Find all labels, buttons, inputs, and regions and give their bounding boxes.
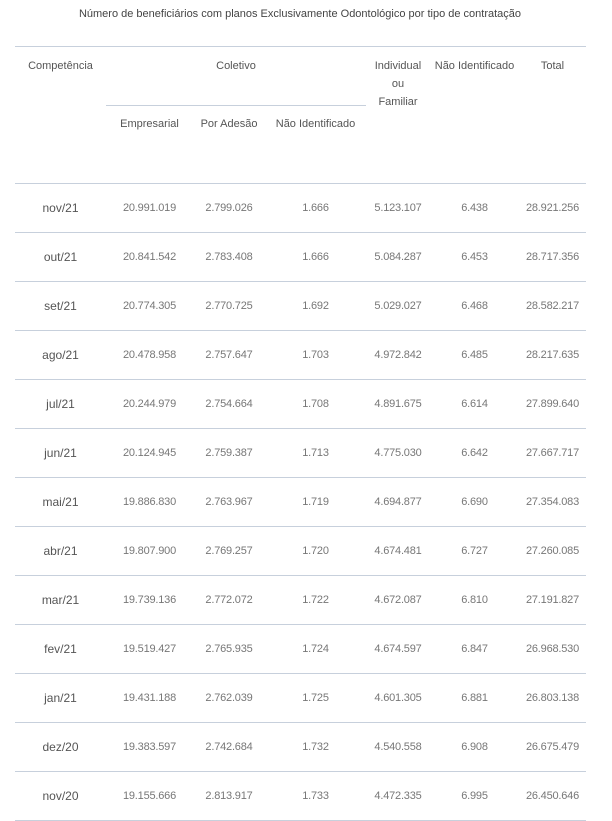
- cell-nao-identificado-coletivo: 1.703: [265, 331, 366, 380]
- cell-individual-familiar: 4.540.558: [366, 723, 430, 772]
- cell-total: 26.675.479: [519, 723, 586, 772]
- table-row: [15, 184, 586, 233]
- cell-empresarial: 19.155.666: [106, 772, 193, 821]
- cell-competencia: nov/20: [15, 772, 106, 821]
- cell-por-adesao: 2.765.935: [193, 625, 265, 674]
- header-competencia: Competência: [15, 47, 106, 184]
- table-row: [15, 723, 586, 772]
- cell-competencia: out/21: [15, 233, 106, 282]
- cell-nao-identificado-coletivo: 1.733: [265, 772, 366, 821]
- cell-individual-familiar: 5.123.107: [366, 184, 430, 233]
- header-coletivo: Coletivo: [106, 47, 366, 106]
- cell-nao-identificado-coletivo: 1.719: [265, 478, 366, 527]
- cell-individual-familiar: 4.672.087: [366, 576, 430, 625]
- cell-nao-identificado: 6.690: [430, 478, 519, 527]
- cell-empresarial: 19.807.900: [106, 527, 193, 576]
- cell-por-adesao: 2.799.026: [193, 184, 265, 233]
- cell-total: 26.803.138: [519, 674, 586, 723]
- cell-nao-identificado-coletivo: 1.713: [265, 429, 366, 478]
- cell-competencia: jun/21: [15, 429, 106, 478]
- cell-nao-identificado: 6.453: [430, 233, 519, 282]
- cell-total: 28.582.217: [519, 282, 586, 331]
- header-individual-line1: Individual: [374, 60, 422, 72]
- cell-individual-familiar: 5.029.027: [366, 282, 430, 331]
- cell-individual-familiar: 4.775.030: [366, 429, 430, 478]
- cell-individual-familiar: 4.472.335: [366, 772, 430, 821]
- table-row: [15, 429, 586, 478]
- cell-total: 27.667.717: [519, 429, 586, 478]
- cell-competencia: nov/21: [15, 184, 106, 233]
- cell-por-adesao: 2.754.664: [193, 380, 265, 429]
- header-empresarial: Empresarial: [106, 106, 193, 184]
- cell-por-adesao: 2.770.725: [193, 282, 265, 331]
- cell-competencia: set/21: [15, 282, 106, 331]
- header-por-adesao: Por Adesão: [193, 106, 265, 184]
- cell-empresarial: 20.124.945: [106, 429, 193, 478]
- cell-competencia: fev/21: [15, 625, 106, 674]
- header-individual-familiar: [366, 47, 430, 184]
- header-individual-line2: ou: [391, 78, 405, 90]
- cell-competencia: mar/21: [15, 576, 106, 625]
- cell-nao-identificado-coletivo: 1.720: [265, 527, 366, 576]
- cell-total: 27.354.083: [519, 478, 586, 527]
- cell-total: 26.450.646: [519, 772, 586, 821]
- table-body: [15, 184, 586, 821]
- cell-por-adesao: 2.762.039: [193, 674, 265, 723]
- cell-nao-identificado: 6.995: [430, 772, 519, 821]
- cell-nao-identificado-coletivo: 1.732: [265, 723, 366, 772]
- header-total: Total: [519, 47, 586, 184]
- cell-por-adesao: 2.772.072: [193, 576, 265, 625]
- cell-nao-identificado-coletivo: 1.666: [265, 233, 366, 282]
- cell-nao-identificado: 6.642: [430, 429, 519, 478]
- cell-nao-identificado: 6.881: [430, 674, 519, 723]
- table-row: [15, 380, 586, 429]
- cell-nao-identificado-coletivo: 1.708: [265, 380, 366, 429]
- table-title: Número de beneficiários com planos Exclusivamente Odontológico por tipo de contratação: [78, 8, 522, 20]
- cell-individual-familiar: 4.694.877: [366, 478, 430, 527]
- cell-por-adesao: 2.783.408: [193, 233, 265, 282]
- table-row: [15, 478, 586, 527]
- cell-empresarial: 20.991.019: [106, 184, 193, 233]
- cell-nao-identificado-coletivo: 1.725: [265, 674, 366, 723]
- header-individual-line3: Familiar: [378, 96, 418, 108]
- cell-empresarial: 20.244.979: [106, 380, 193, 429]
- cell-empresarial: 19.519.427: [106, 625, 193, 674]
- cell-total: 26.968.530: [519, 625, 586, 674]
- cell-nao-identificado: 6.908: [430, 723, 519, 772]
- cell-nao-identificado: 6.847: [430, 625, 519, 674]
- cell-empresarial: 19.886.830: [106, 478, 193, 527]
- cell-individual-familiar: 4.674.597: [366, 625, 430, 674]
- cell-empresarial: 19.431.188: [106, 674, 193, 723]
- cell-total: 28.921.256: [519, 184, 586, 233]
- cell-total: 28.217.635: [519, 331, 586, 380]
- cell-empresarial: 19.739.136: [106, 576, 193, 625]
- cell-nao-identificado: 6.810: [430, 576, 519, 625]
- cell-individual-familiar: 4.972.842: [366, 331, 430, 380]
- cell-competencia: jan/21: [15, 674, 106, 723]
- cell-individual-familiar: 4.891.675: [366, 380, 430, 429]
- table-row: [15, 576, 586, 625]
- cell-por-adesao: 2.769.257: [193, 527, 265, 576]
- cell-nao-identificado: 6.614: [430, 380, 519, 429]
- cell-competencia: abr/21: [15, 527, 106, 576]
- cell-nao-identificado-coletivo: 1.722: [265, 576, 366, 625]
- cell-por-adesao: 2.757.647: [193, 331, 265, 380]
- cell-individual-familiar: 4.674.481: [366, 527, 430, 576]
- beneficiarios-table: [15, 46, 586, 821]
- cell-total: 28.717.356: [519, 233, 586, 282]
- cell-individual-familiar: 4.601.305: [366, 674, 430, 723]
- table-row: [15, 772, 586, 821]
- cell-competencia: dez/20: [15, 723, 106, 772]
- cell-por-adesao: 2.759.387: [193, 429, 265, 478]
- cell-empresarial: 20.774.305: [106, 282, 193, 331]
- cell-individual-familiar: 5.084.287: [366, 233, 430, 282]
- header-nao-identificado: Não Identificado: [430, 47, 519, 184]
- cell-total: 27.260.085: [519, 527, 586, 576]
- cell-nao-identificado-coletivo: 1.666: [265, 184, 366, 233]
- cell-nao-identificado: 6.485: [430, 331, 519, 380]
- table-row: [15, 527, 586, 576]
- cell-por-adesao: 2.813.917: [193, 772, 265, 821]
- cell-nao-identificado: 6.468: [430, 282, 519, 331]
- cell-nao-identificado: 6.438: [430, 184, 519, 233]
- cell-por-adesao: 2.742.684: [193, 723, 265, 772]
- table-row: [15, 282, 586, 331]
- cell-por-adesao: 2.763.967: [193, 478, 265, 527]
- table-row: [15, 625, 586, 674]
- cell-total: 27.899.640: [519, 380, 586, 429]
- table-row: [15, 331, 586, 380]
- cell-competencia: jul/21: [15, 380, 106, 429]
- cell-empresarial: 20.841.542: [106, 233, 193, 282]
- cell-competencia: ago/21: [15, 331, 106, 380]
- table-row: [15, 233, 586, 282]
- table-header: [15, 47, 586, 184]
- cell-nao-identificado-coletivo: 1.692: [265, 282, 366, 331]
- table-row: [15, 674, 586, 723]
- cell-nao-identificado: 6.727: [430, 527, 519, 576]
- header-nao-identificado-coletivo: Não Identificado: [265, 106, 366, 184]
- cell-total: 27.191.827: [519, 576, 586, 625]
- cell-empresarial: 19.383.597: [106, 723, 193, 772]
- cell-nao-identificado-coletivo: 1.724: [265, 625, 366, 674]
- cell-competencia: mai/21: [15, 478, 106, 527]
- cell-empresarial: 20.478.958: [106, 331, 193, 380]
